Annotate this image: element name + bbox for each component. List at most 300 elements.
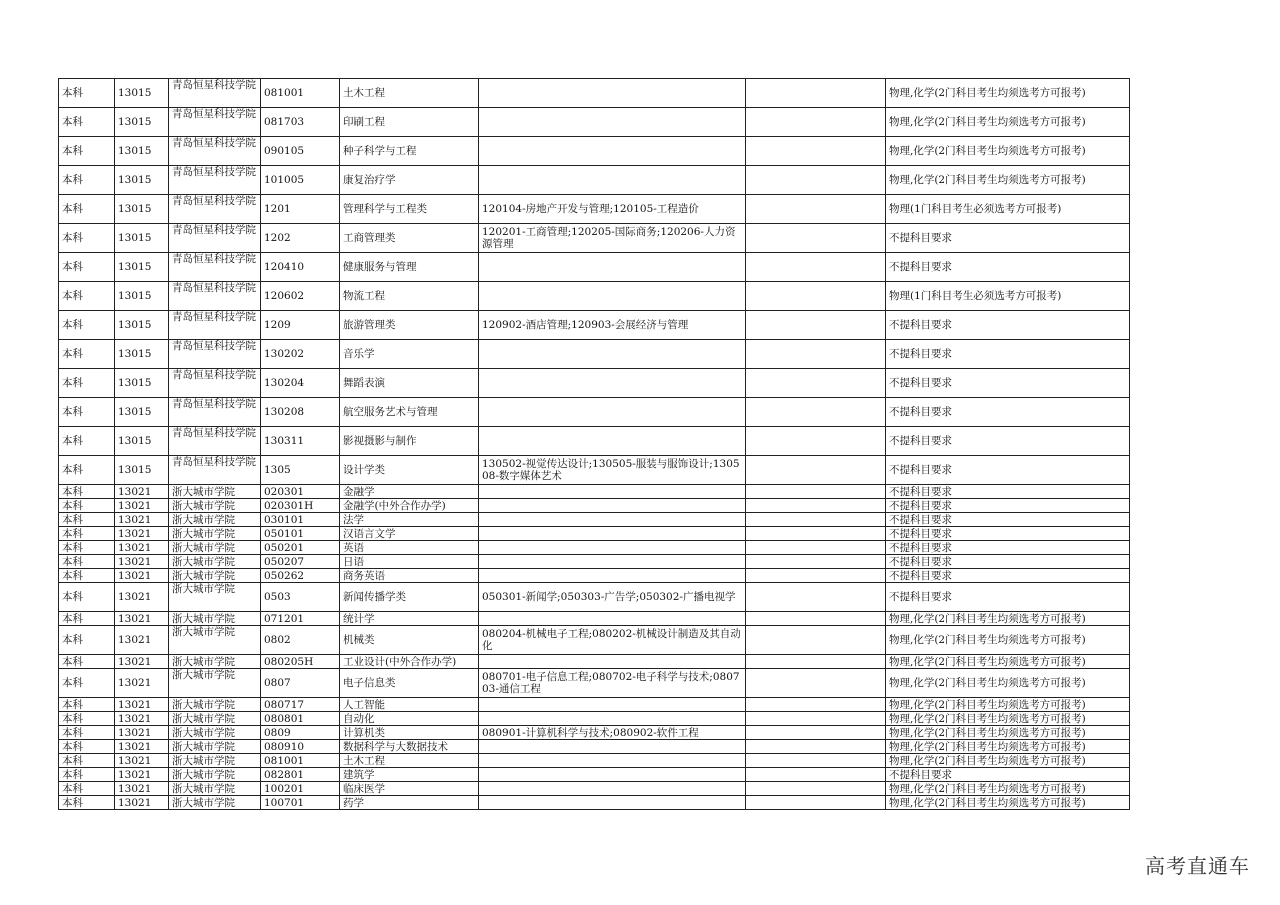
cell-included-majors [479,499,746,513]
cell-included-majors: 080701-电子信息工程;080702-电子科学与技术;080703-通信工程 [479,669,746,698]
cell-major-code: 1209 [261,311,340,340]
table-row [59,137,1130,166]
table-row [59,311,1130,340]
cell-major-name: 影视摄影与制作 [340,427,479,456]
cell-major-code: 082801 [261,768,340,782]
table-row [59,195,1130,224]
cell-included-majors [479,398,746,427]
table-row [59,555,1130,569]
cell-level: 本科 [59,108,115,137]
cell-school-code: 13021 [115,726,169,740]
table-row [59,79,1130,108]
cell-school-code: 13015 [115,79,169,108]
cell-school-name: 青岛恒星科技学院 [169,195,261,224]
cell-subject-requirement: 不提科目要求 [886,583,1130,612]
cell-subject-requirement: 不提科目要求 [886,555,1130,569]
cell-subject-requirement: 物理,化学(2门科目考生均须选考方可报考) [886,698,1130,712]
cell-note [746,137,886,166]
table-row [59,583,1130,612]
cell-school-name: 浙大城市学院 [169,712,261,726]
cell-included-majors [479,782,746,796]
cell-subject-requirement: 不提科目要求 [886,768,1130,782]
cell-level: 本科 [59,79,115,108]
cell-major-code: 100201 [261,782,340,796]
cell-included-majors [479,569,746,583]
cell-included-majors [479,485,746,499]
cell-school-code: 13015 [115,369,169,398]
cell-level: 本科 [59,456,115,485]
cell-level: 本科 [59,311,115,340]
cell-subject-requirement: 物理,化学(2门科目考生均须选考方可报考) [886,754,1130,768]
cell-major-name: 管理科学与工程类 [340,195,479,224]
cell-major-code: 0503 [261,583,340,612]
cell-included-majors: 050301-新闻学;050303-广告学;050302-广播电视学 [479,583,746,612]
cell-school-code: 13015 [115,311,169,340]
table-row [59,253,1130,282]
cell-school-name: 青岛恒星科技学院 [169,340,261,369]
cell-included-majors [479,768,746,782]
cell-level: 本科 [59,768,115,782]
table-row [59,754,1130,768]
cell-subject-requirement: 物理,化学(2门科目考生均须选考方可报考) [886,782,1130,796]
cell-major-name: 建筑学 [340,768,479,782]
cell-note [746,782,886,796]
cell-note [746,253,886,282]
cell-major-code: 080205H [261,655,340,669]
cell-major-code: 130202 [261,340,340,369]
cell-included-majors: 120104-房地产开发与管理;120105-工程造价 [479,195,746,224]
cell-subject-requirement: 不提科目要求 [886,456,1130,485]
cell-school-name: 青岛恒星科技学院 [169,369,261,398]
cell-major-name: 药学 [340,796,479,810]
cell-note [746,427,886,456]
cell-major-code: 090105 [261,137,340,166]
cell-major-name: 物流工程 [340,282,479,311]
cell-major-name: 康复治疗学 [340,166,479,195]
cell-note [746,740,886,754]
cell-included-majors [479,340,746,369]
cell-major-code: 050201 [261,541,340,555]
cell-note [746,527,886,541]
cell-subject-requirement: 不提科目要求 [886,513,1130,527]
cell-included-majors [479,166,746,195]
cell-included-majors: 130502-视觉传达设计;130505-服装与服饰设计;130508-数字媒体艺术 [479,456,746,485]
cell-major-code: 080910 [261,740,340,754]
cell-school-code: 13021 [115,583,169,612]
cell-major-code: 120410 [261,253,340,282]
cell-note [746,108,886,137]
cell-included-majors [479,282,746,311]
cell-note [746,698,886,712]
table-row [59,340,1130,369]
cell-school-name: 浙大城市学院 [169,499,261,513]
cell-level: 本科 [59,669,115,698]
table-row [59,569,1130,583]
table-row [59,108,1130,137]
cell-included-majors: 080901-计算机科学与技术;080902-软件工程 [479,726,746,740]
cell-school-name: 青岛恒星科技学院 [169,282,261,311]
cell-note [746,726,886,740]
cell-included-majors [479,796,746,810]
table-row [59,527,1130,541]
cell-level: 本科 [59,726,115,740]
cell-subject-requirement: 物理,化学(2门科目考生均须选考方可报考) [886,626,1130,655]
cell-included-majors [479,655,746,669]
cell-school-code: 13015 [115,253,169,282]
cell-level: 本科 [59,612,115,626]
cell-school-code: 13015 [115,195,169,224]
cell-major-name: 汉语言文学 [340,527,479,541]
cell-level: 本科 [59,555,115,569]
cell-subject-requirement: 物理,化学(2门科目考生均须选考方可报考) [886,655,1130,669]
cell-note [746,655,886,669]
cell-subject-requirement: 物理,化学(2门科目考生均须选考方可报考) [886,796,1130,810]
cell-major-code: 050207 [261,555,340,569]
cell-major-name: 土木工程 [340,79,479,108]
cell-level: 本科 [59,698,115,712]
cell-school-code: 13021 [115,541,169,555]
cell-school-name: 青岛恒星科技学院 [169,253,261,282]
cell-level: 本科 [59,398,115,427]
table-row [59,796,1130,810]
table-row [59,485,1130,499]
cell-school-code: 13021 [115,569,169,583]
cell-school-name: 浙大城市学院 [169,513,261,527]
table-row [59,626,1130,655]
cell-level: 本科 [59,253,115,282]
cell-major-code: 130311 [261,427,340,456]
cell-included-majors [479,427,746,456]
cell-note [746,569,886,583]
cell-major-name: 商务英语 [340,569,479,583]
cell-included-majors [479,754,746,768]
cell-major-name: 舞蹈表演 [340,369,479,398]
cell-school-name: 浙大城市学院 [169,527,261,541]
watermark-text: 高考直通车 [1145,854,1250,878]
cell-major-code: 130208 [261,398,340,427]
cell-level: 本科 [59,626,115,655]
cell-included-majors [479,137,746,166]
cell-note [746,485,886,499]
cell-school-code: 13021 [115,555,169,569]
cell-subject-requirement: 不提科目要求 [886,427,1130,456]
cell-note [746,398,886,427]
cell-subject-requirement: 不提科目要求 [886,311,1130,340]
cell-included-majors [479,527,746,541]
cell-note [746,555,886,569]
cell-level: 本科 [59,166,115,195]
cell-note [746,513,886,527]
cell-included-majors [479,253,746,282]
cell-note [746,340,886,369]
cell-level: 本科 [59,340,115,369]
cell-major-name: 新闻传播学类 [340,583,479,612]
cell-subject-requirement: 物理,化学(2门科目考生均须选考方可报考) [886,79,1130,108]
cell-major-code: 080717 [261,698,340,712]
cell-school-name: 浙大城市学院 [169,768,261,782]
cell-school-code: 13015 [115,398,169,427]
cell-school-code: 13015 [115,427,169,456]
cell-note [746,369,886,398]
cell-subject-requirement: 物理,化学(2门科目考生均须选考方可报考) [886,612,1130,626]
cell-subject-requirement: 不提科目要求 [886,499,1130,513]
cell-note [746,669,886,698]
cell-included-majors [479,698,746,712]
cell-major-name: 土木工程 [340,754,479,768]
cell-level: 本科 [59,655,115,669]
cell-major-code: 0807 [261,669,340,698]
cell-level: 本科 [59,740,115,754]
cell-major-name: 种子科学与工程 [340,137,479,166]
cell-major-name: 临床医学 [340,782,479,796]
cell-major-code: 050101 [261,527,340,541]
cell-note [746,541,886,555]
cell-school-name: 青岛恒星科技学院 [169,311,261,340]
cell-included-majors: 120201-工商管理;120205-国际商务;120206-人力资源管理 [479,224,746,253]
cell-included-majors [479,712,746,726]
cell-subject-requirement: 不提科目要求 [886,541,1130,555]
table-body [59,79,1130,810]
cell-major-name: 统计学 [340,612,479,626]
cell-major-name: 航空服务艺术与管理 [340,398,479,427]
cell-level: 本科 [59,195,115,224]
cell-school-name: 浙大城市学院 [169,754,261,768]
cell-subject-requirement: 物理,化学(2门科目考生均须选考方可报考) [886,137,1130,166]
cell-school-name: 浙大城市学院 [169,583,261,612]
table-row [59,541,1130,555]
cell-school-code: 13021 [115,513,169,527]
cell-note [746,754,886,768]
cell-major-code: 0802 [261,626,340,655]
cell-school-name: 浙大城市学院 [169,485,261,499]
cell-school-code: 13015 [115,340,169,369]
table-row [59,427,1130,456]
table-row [59,456,1130,485]
cell-subject-requirement: 物理(1门科目考生必须选考方可报考) [886,282,1130,311]
cell-major-code: 1202 [261,224,340,253]
cell-note [746,456,886,485]
cell-major-name: 人工智能 [340,698,479,712]
table-row [59,782,1130,796]
cell-school-code: 13021 [115,626,169,655]
cell-level: 本科 [59,796,115,810]
cell-school-name: 浙大城市学院 [169,740,261,754]
cell-school-code: 13021 [115,768,169,782]
cell-included-majors [479,541,746,555]
cell-included-majors [479,79,746,108]
cell-major-code: 080801 [261,712,340,726]
cell-subject-requirement: 物理,化学(2门科目考生均须选考方可报考) [886,108,1130,137]
cell-school-name: 青岛恒星科技学院 [169,456,261,485]
cell-level: 本科 [59,782,115,796]
cell-level: 本科 [59,499,115,513]
cell-included-majors [479,369,746,398]
table-row [59,726,1130,740]
cell-school-name: 浙大城市学院 [169,569,261,583]
cell-school-code: 13021 [115,796,169,810]
table-row [59,513,1130,527]
cell-major-name: 印刷工程 [340,108,479,137]
cell-included-majors [479,740,746,754]
table-row [59,712,1130,726]
cell-school-code: 13015 [115,166,169,195]
cell-included-majors [479,513,746,527]
cell-school-name: 浙大城市学院 [169,541,261,555]
cell-subject-requirement: 物理,化学(2门科目考生均须选考方可报考) [886,740,1130,754]
cell-major-name: 音乐学 [340,340,479,369]
cell-major-name: 电子信息类 [340,669,479,698]
cell-subject-requirement: 不提科目要求 [886,569,1130,583]
cell-level: 本科 [59,527,115,541]
table-row [59,369,1130,398]
cell-major-name: 机械类 [340,626,479,655]
cell-school-code: 13021 [115,485,169,499]
cell-note [746,499,886,513]
cell-included-majors [479,108,746,137]
cell-level: 本科 [59,369,115,398]
cell-note [746,583,886,612]
cell-major-name: 旅游管理类 [340,311,479,340]
cell-school-code: 13021 [115,669,169,698]
cell-school-name: 浙大城市学院 [169,669,261,698]
enrollment-table [58,78,1130,810]
cell-note [746,195,886,224]
cell-included-majors [479,612,746,626]
cell-included-majors: 080204-机械电子工程;080202-机械设计制造及其自动化 [479,626,746,655]
cell-subject-requirement: 物理,化学(2门科目考生均须选考方可报考) [886,166,1130,195]
table-row [59,499,1130,513]
cell-note [746,166,886,195]
cell-level: 本科 [59,569,115,583]
table-row [59,655,1130,669]
cell-subject-requirement: 不提科目要求 [886,253,1130,282]
cell-major-code: 101005 [261,166,340,195]
cell-note [746,311,886,340]
cell-major-code: 020301H [261,499,340,513]
cell-school-name: 青岛恒星科技学院 [169,427,261,456]
cell-school-code: 13015 [115,456,169,485]
cell-school-name: 浙大城市学院 [169,612,261,626]
cell-subject-requirement: 不提科目要求 [886,340,1130,369]
cell-included-majors [479,555,746,569]
cell-level: 本科 [59,754,115,768]
cell-school-code: 13021 [115,499,169,513]
cell-note [746,224,886,253]
cell-major-code: 081001 [261,79,340,108]
cell-subject-requirement: 不提科目要求 [886,398,1130,427]
cell-note [746,612,886,626]
cell-level: 本科 [59,541,115,555]
cell-school-name: 浙大城市学院 [169,796,261,810]
cell-school-name: 浙大城市学院 [169,782,261,796]
cell-major-name: 金融学(中外合作办学) [340,499,479,513]
cell-level: 本科 [59,282,115,311]
cell-major-code: 1201 [261,195,340,224]
cell-school-code: 13015 [115,224,169,253]
cell-major-name: 计算机类 [340,726,479,740]
cell-school-code: 13021 [115,782,169,796]
cell-major-code: 1305 [261,456,340,485]
cell-school-name: 浙大城市学院 [169,698,261,712]
cell-level: 本科 [59,583,115,612]
cell-level: 本科 [59,137,115,166]
cell-note [746,712,886,726]
cell-level: 本科 [59,513,115,527]
cell-school-code: 13015 [115,282,169,311]
cell-school-code: 13021 [115,612,169,626]
table-row [59,698,1130,712]
cell-level: 本科 [59,427,115,456]
table-row [59,669,1130,698]
cell-subject-requirement: 物理,化学(2门科目考生均须选考方可报考) [886,712,1130,726]
table-row [59,768,1130,782]
cell-major-code: 081703 [261,108,340,137]
cell-major-code: 030101 [261,513,340,527]
cell-level: 本科 [59,485,115,499]
table-row [59,740,1130,754]
cell-note [746,79,886,108]
cell-school-name: 青岛恒星科技学院 [169,398,261,427]
cell-school-code: 13021 [115,698,169,712]
cell-school-code: 13021 [115,712,169,726]
cell-school-code: 13021 [115,754,169,768]
table-row [59,282,1130,311]
cell-major-name: 英语 [340,541,479,555]
cell-major-code: 130204 [261,369,340,398]
cell-school-name: 青岛恒星科技学院 [169,224,261,253]
cell-subject-requirement: 不提科目要求 [886,527,1130,541]
cell-major-name: 日语 [340,555,479,569]
cell-school-code: 13021 [115,740,169,754]
cell-major-name: 自动化 [340,712,479,726]
cell-school-name: 青岛恒星科技学院 [169,79,261,108]
cell-major-code: 020301 [261,485,340,499]
cell-subject-requirement: 不提科目要求 [886,224,1130,253]
cell-level: 本科 [59,712,115,726]
cell-school-name: 青岛恒星科技学院 [169,166,261,195]
cell-level: 本科 [59,224,115,253]
cell-subject-requirement: 物理,化学(2门科目考生均须选考方可报考) [886,726,1130,740]
cell-major-name: 工业设计(中外合作办学) [340,655,479,669]
cell-major-name: 金融学 [340,485,479,499]
table-row [59,398,1130,427]
cell-subject-requirement: 物理,化学(2门科目考生均须选考方可报考) [886,669,1130,698]
cell-school-name: 浙大城市学院 [169,655,261,669]
table-row [59,224,1130,253]
cell-major-code: 120602 [261,282,340,311]
cell-included-majors: 120902-酒店管理;120903-会展经济与管理 [479,311,746,340]
cell-subject-requirement: 物理(1门科目考生必须选考方可报考) [886,195,1130,224]
cell-note [746,282,886,311]
cell-school-name: 浙大城市学院 [169,626,261,655]
cell-school-code: 13021 [115,527,169,541]
cell-major-name: 工商管理类 [340,224,479,253]
cell-school-code: 13021 [115,655,169,669]
cell-major-code: 081001 [261,754,340,768]
cell-major-code: 0809 [261,726,340,740]
cell-major-name: 健康服务与管理 [340,253,479,282]
cell-major-name: 数据科学与大数据技术 [340,740,479,754]
cell-major-name: 法学 [340,513,479,527]
cell-major-code: 071201 [261,612,340,626]
cell-note [746,626,886,655]
cell-subject-requirement: 不提科目要求 [886,369,1130,398]
table-row [59,166,1130,195]
cell-school-name: 浙大城市学院 [169,726,261,740]
cell-note [746,796,886,810]
cell-school-name: 青岛恒星科技学院 [169,108,261,137]
table-row [59,612,1130,626]
